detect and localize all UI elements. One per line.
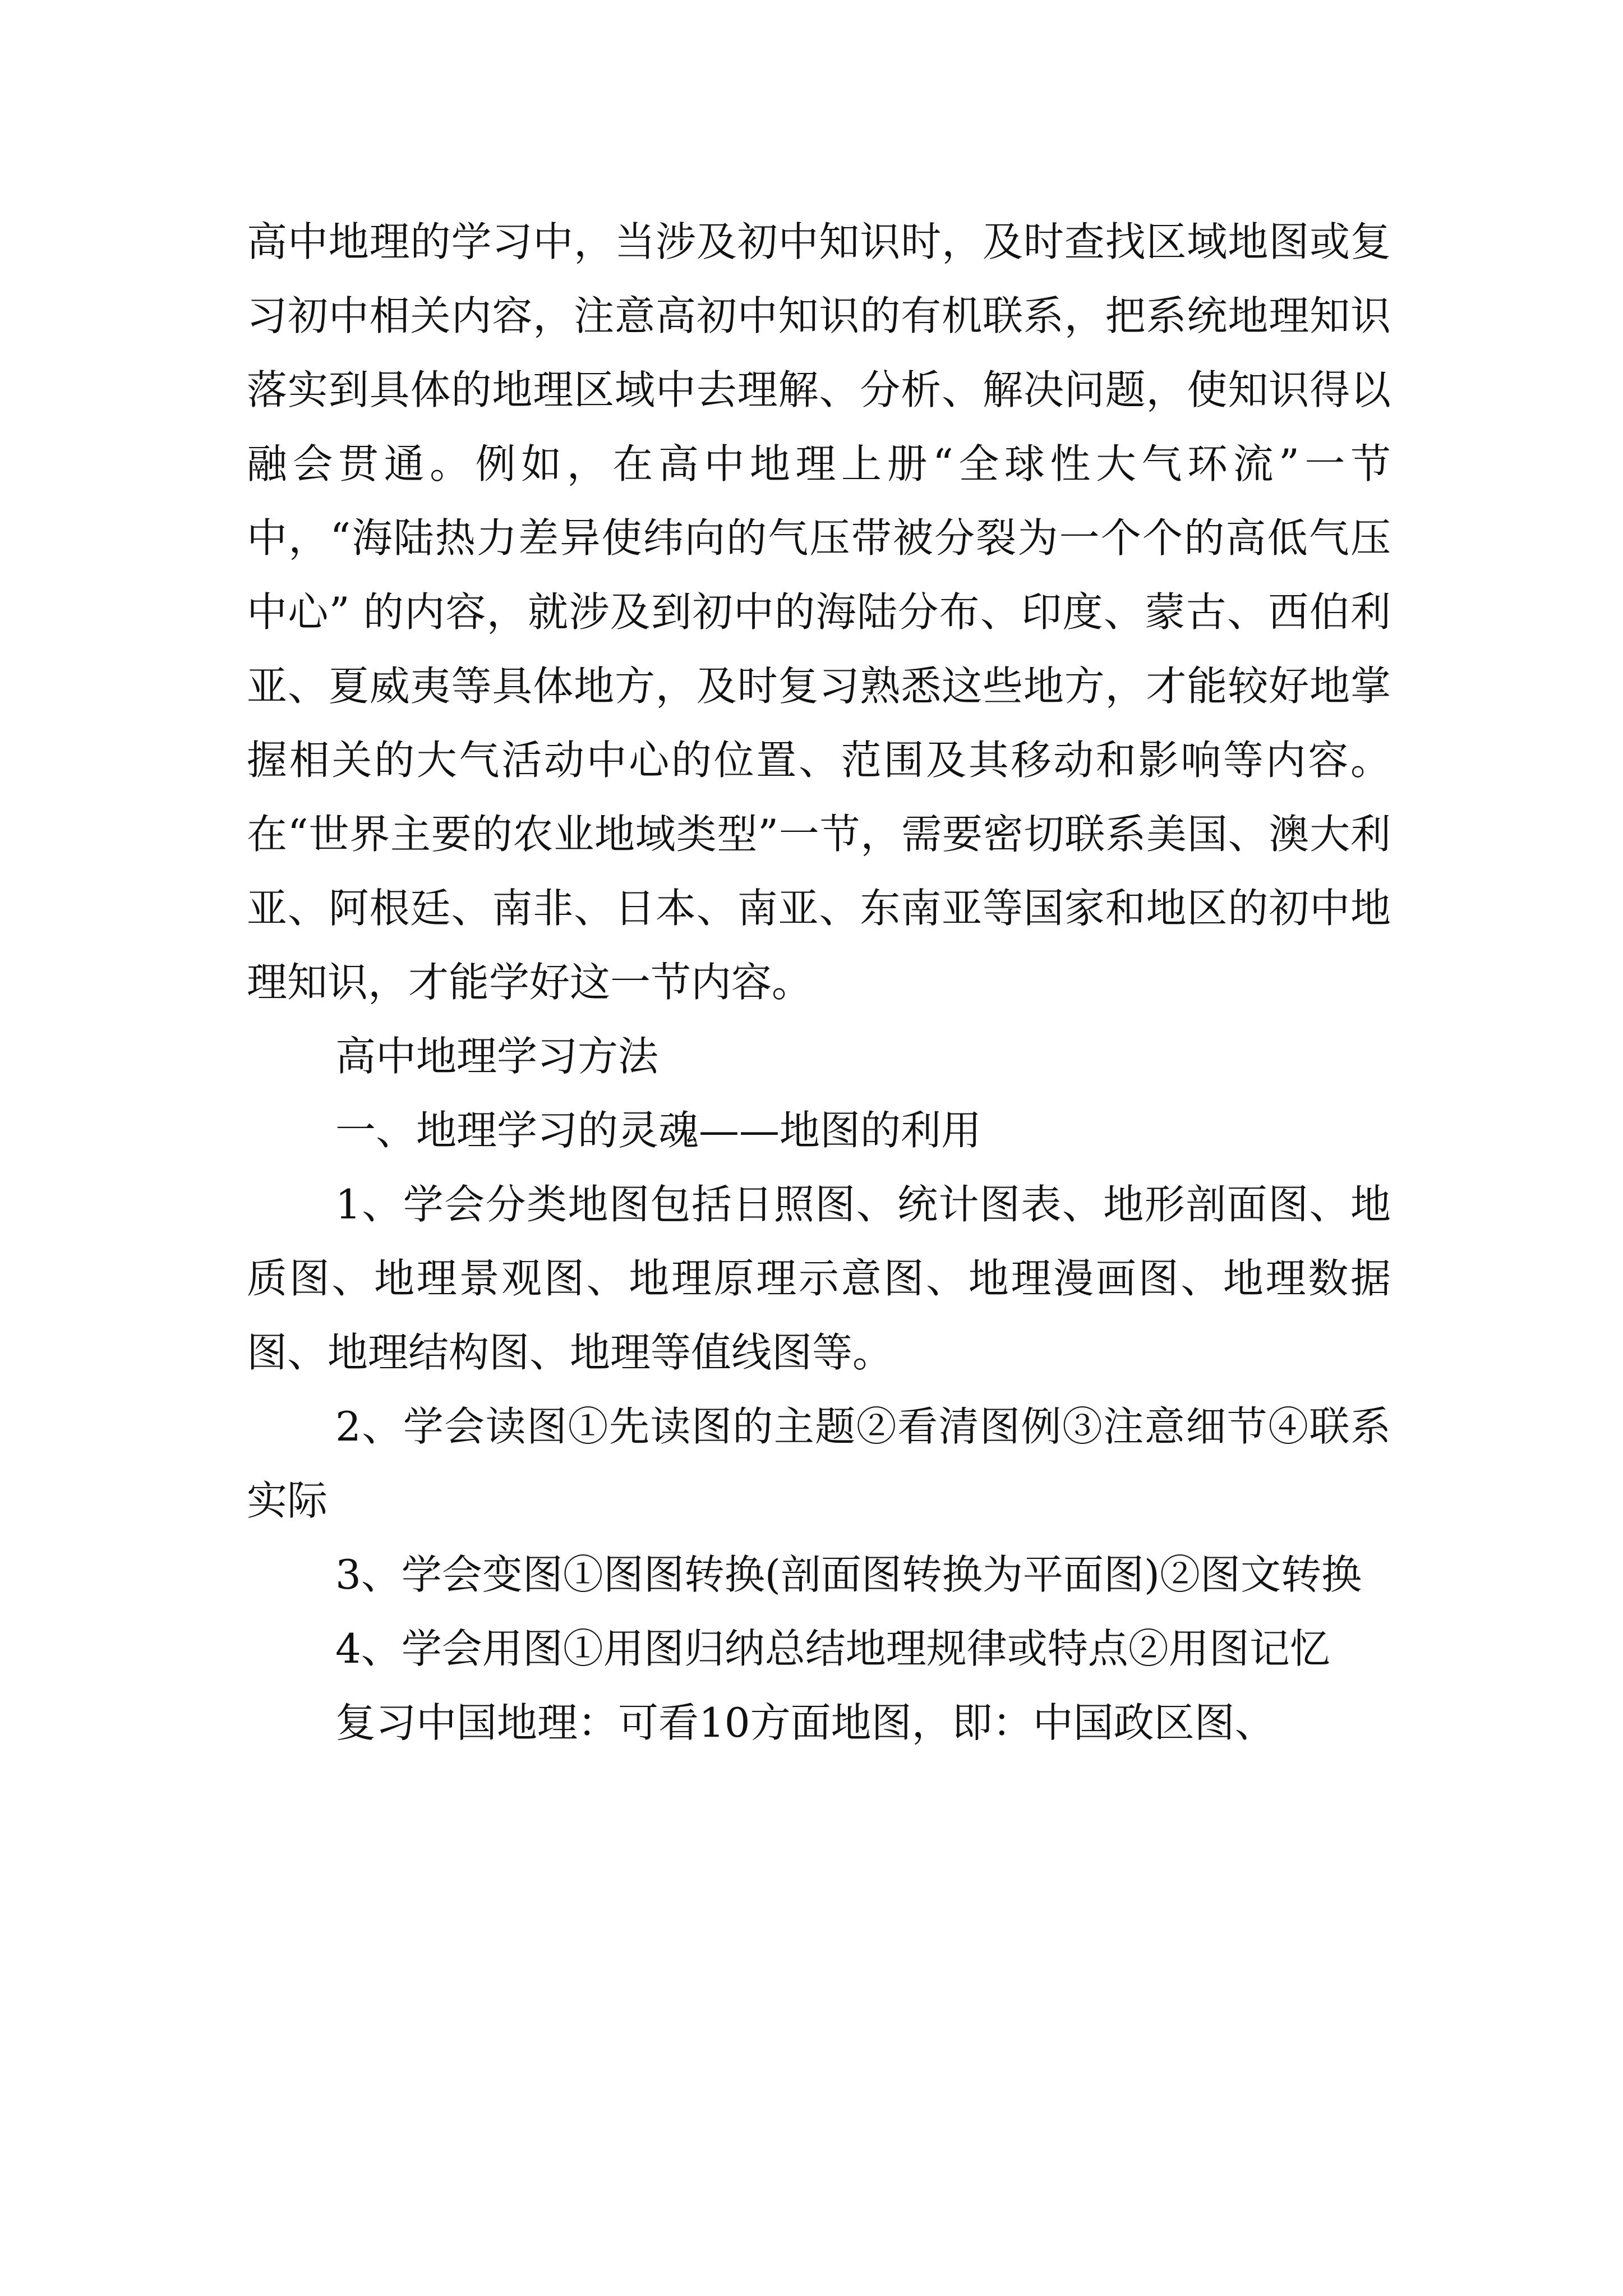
list-item-1: 1、学会分类地图包括日照图、统计图表、地形剖面图、地质图、地理景观图、地理原理示意图、地理漫画图、地理数据图、地理结构图、地理等值线图等。 — [247, 1181, 1391, 1376]
list-item-3: 3、学会变图①图图转换(剖面图转换为平面图)②图文转换 — [335, 1551, 1362, 1598]
paragraph-intro: 高中地理的学习中，当涉及初中知识时，及时查找区域地图或复习初中相关内容，注意高初中知识的有机联系，把系统地理知识落实到具体的地理区域中去理解、分析、解决问题，使知识得以融会贯通。例如，在高中地理上册“全球性大气环流”一节中，“海陆热力差异使纬向的气压带被分裂为一个个的高低气压中心” 的内容，就涉及到初中的海陆分布、印度、蒙古、西伯利亚、夏威夷等具体地方，及时复习熟悉这些地方，才能较好地掌握相关的大气活动中心的位置、范围及其移动和影响等内容。在“世界主要的农业地域类型”一节，需要密切联系美国、澳大利亚、阿根廷、南非、日本、南亚、东南亚等国家和地区的初中地理知识，才能学好这一节内容。 — [247, 218, 1391, 1006]
list-item-2: 2、学会读图①先读图的主题②看清图例③注意细节④联系实际 — [247, 1403, 1391, 1524]
paragraph-china-review: 复习中国地理：可看10方面地图，即：中国政区图、 — [335, 1699, 1275, 1746]
section-title: 高中地理学习方法 — [335, 1033, 659, 1080]
list-item-4: 4、学会用图①用图归纳总结地理规律或特点②用图记忆 — [335, 1625, 1330, 1672]
section-heading-maps: 一、地理学习的灵魂——地图的利用 — [335, 1107, 982, 1154]
document-body — [247, 205, 1391, 1760]
